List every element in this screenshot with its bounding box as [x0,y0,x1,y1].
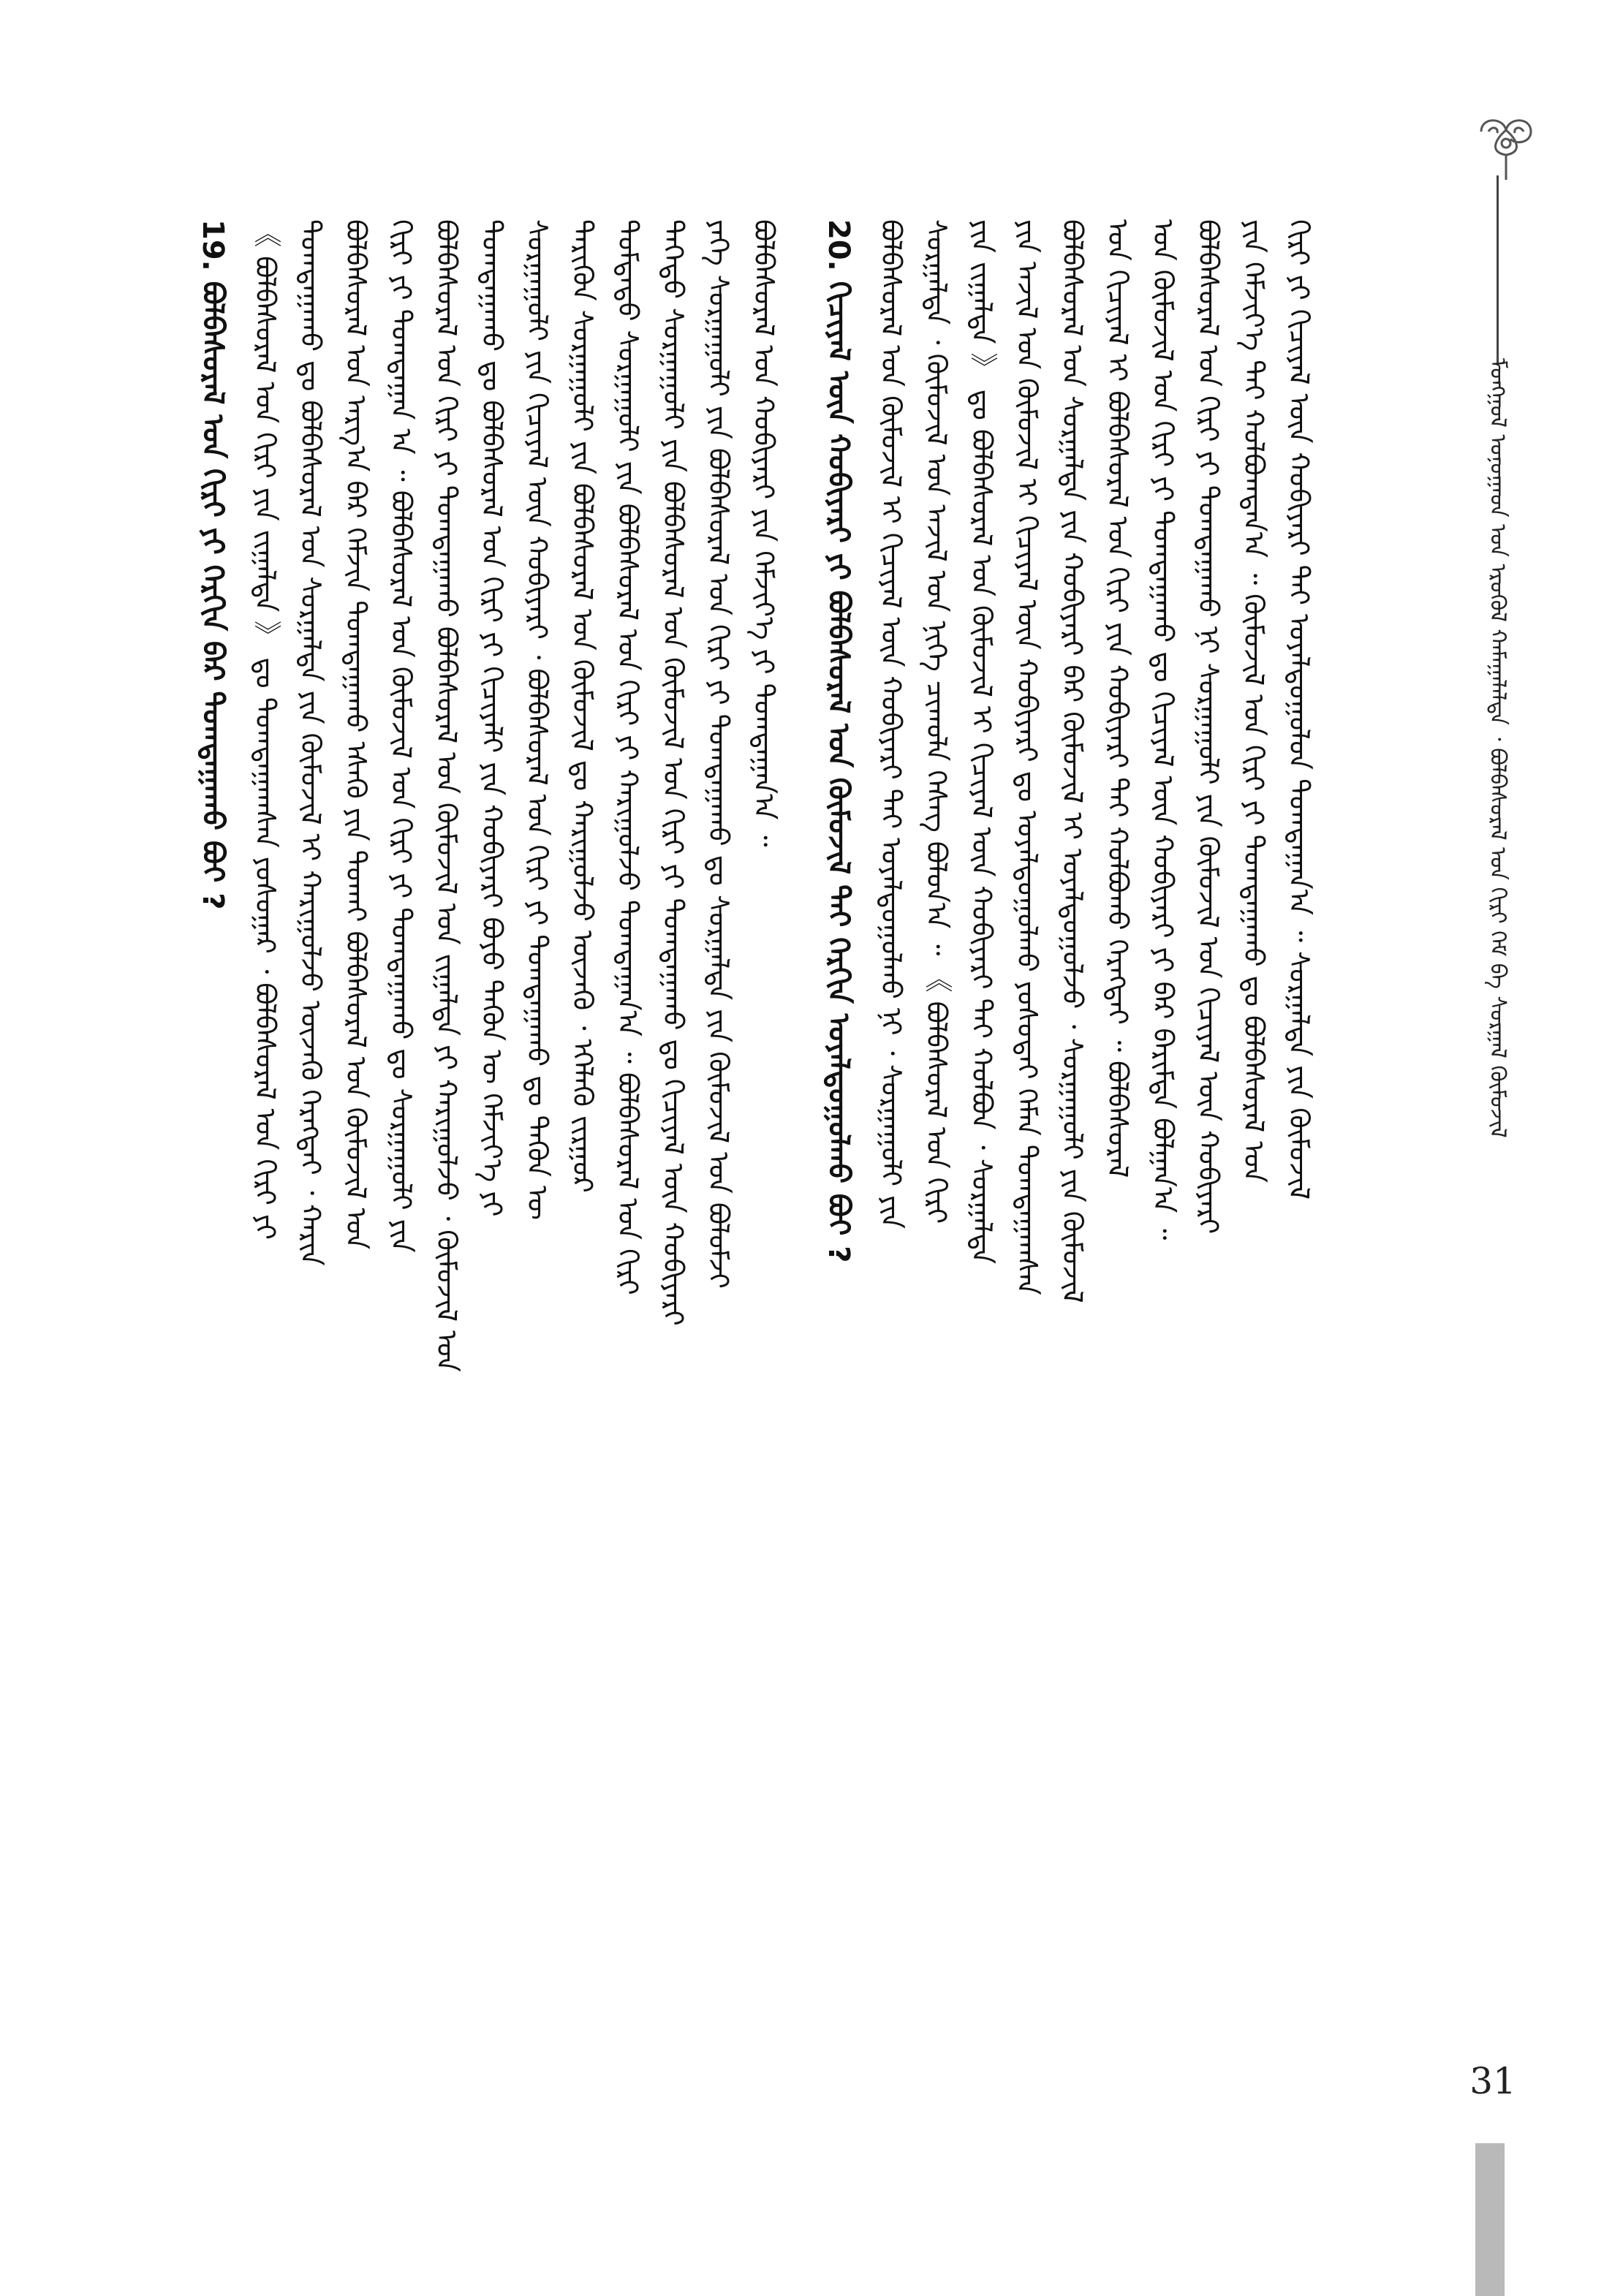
running-header: ᠮᠣᠩᠭᠣᠯ ᠤᠨᠤᠭᠠᠳ ᠤᠨ ᠡᠷᠦᠭᠦᠯ ᠬᠠᠮᠠᠭᠠᠯᠠᠯᠲᠠ ᠂ ᠪᠣᠯᠪᠠᠰᠤᠷᠠᠯ ᠤᠨ ᠬᠢᠷᠢ ᠬᠡᠮ ᠪᠠ ᠰᠤᠷᠭᠠᠯ ᠬᠦᠮᠦᠵᠢᠯ [1485,358,1510,1138]
text-column: ᠶᠢᠨ ᠠᠵᠢᠯ ᠤᠨ ᠬᠦᠮᠦᠵᠢᠯ ᠢ ᠬᠢᠴᠢᠶᠡᠯ ᠦᠨ ᠬᠤᠪᠢᠶᠠᠷᠢ ᠳᠤ ᠤᠶᠠᠯᠳᠤᠭᠤᠯᠬᠤ ᠶᠣᠰᠣᠲᠠᠢ ᠬᠡᠮᠡᠨ ᠲᠣᠭᠲᠠᠭᠠᠭᠰᠠᠨ [1011,219,1043,1295]
page-number: 31 [1469,2060,1516,2102]
text-column: ᠶᠡᠬᠡ ᠰᠤᠷᠭᠠᠭᠤᠯᠢ ᠶᠢᠨ ᠪᠣᠯᠪᠠᠰᠤᠷᠠᠯ ᠤᠨ ᠬᠢᠷᠢ ᠶᠢ ᠲᠣᠭᠲᠠᠭᠠᠬᠤ ᠳᠤ ᠰᠤᠷᠭᠠᠯᠲᠠ ᠶᠢᠨ ᠬᠦᠮᠦᠵᠢᠯ ᠤᠨ ᠪᠣᠯᠤᠮᠵᠢ [703,219,735,1289]
text-column: ᠪᠣᠯᠪᠠᠰᠤᠷᠠᠯ ᠤᠨ ᠠᠷᠭ᠎ᠠ ᠪᠠᠷ ᠬᠡᠮᠵᠢᠨ ᠲᠣᠭᠲᠠᠭᠠᠬᠤ ᠡᠰᠡᠬᠦ ᠶᠢᠨ ᠲᠤᠬᠠᠢ ᠪᠣᠯᠪᠠᠰᠤᠷᠠᠯ ᠤᠨ ᠬᠦᠮᠦᠵᠢᠯ ᠤᠨ [340,219,372,1250]
text-column: ᠲᠡᠷᠢᠭᠦᠨ ᠰᠤᠷᠭᠠᠭᠤᠯᠢ ᠶᠢᠨ ᠪᠣᠯᠪᠠᠰᠤᠷᠠᠯ ᠤᠨ ᠬᠦᠮᠦᠵᠢᠯ ᠳᠤ ᠬᠠᠷᠢᠭᠤᠯᠵᠤ ᠦᠵᠡᠬᠦ ᠂ ᠡᠬᠡᠯᠡᠬᠦ ᠵᠢᠷᠭᠤᠷ [567,219,599,1193]
section-heading: 19. ᠪᠣᠯᠪᠠᠰᠤᠷᠠᠯ ᠤᠨ ᠬᠢᠷᠢ ᠶᠢ ᠬᠡᠷᠬᠢᠨ ᠪᠠᠷ ᠲᠣᠭᠲᠠᠭᠠᠬᠤ ᠪᠤᠢ ? [196,219,230,910]
text-column: ᠳᠤᠮᠳᠠᠳᠤ ᠰᠤᠷᠭᠠᠭᠤᠯᠢ ᠶᠢᠨ ᠪᠣᠯᠪᠠᠰᠤᠷᠠᠯ ᠤᠨ ᠬᠢᠷᠢ ᠶᠢ ᠬᠠᠷᠢᠭᠤᠯᠵᠤ ᠲᠣᠭᠲᠠᠭᠠᠨ᠎ᠠ ᠃ ᠪᠣᠯᠪᠠᠰᠤᠷᠠᠯ ᠤᠨ ᠬᠢᠷᠢ [612,219,644,1295]
text-column: 《 ᠪᠣᠯᠪᠠᠰᠤᠷᠠᠯ ᠤᠨ ᠬᠢᠷᠢ ᠶᠢᠨ ᠵᠢᠭᠠᠯᠲᠠ 》 ᠳᠤ ᠲᠣᠭᠲᠠᠭᠠᠭᠰᠠᠨ ᠶᠣᠰᠣᠭᠠᠷ ᠂ ᠪᠣᠯᠪᠠᠰᠤᠷᠠᠯ ᠤᠨ ᠬᠢᠷᠢ ᠶᠢ [249,219,281,1240]
text-column: ᠪᠣᠯᠪᠠᠰᠤᠷᠠᠯ ᠤᠨ ᠬᠦᠮᠦᠵᠢᠯ ᠢ ᠬᠢᠴᠢᠶᠡᠯ ᠦᠨ ᠬᠤᠪᠢᠶᠠᠷᠢ ᠲᠠᠢ ᠤᠶᠠᠯᠳᠤᠭᠤᠯᠬᠤ ᠨᠢ ᠂ ᠰᠤᠷᠭᠠᠭᠤᠯᠢ ᠶᠢᠨ [875,219,907,1230]
text-column: ᠤᠨ ᠬᠢᠴᠢᠶᠡᠯ ᠢ ᠪᠣᠯᠪᠠᠰᠤᠷᠠᠯ ᠤᠨ ᠬᠢᠷᠢ ᠶᠢᠨ ᠬᠤᠪᠢᠶᠠᠷᠢ ᠲᠠᠢ ᠬᠣᠯᠪᠣᠬᠤ ᠬᠡᠷᠡᠭᠲᠡᠢ ᠃ ᠪᠣᠯᠪᠠᠰᠤᠷᠠᠯ [1102,219,1134,1178]
page-edge-tab [1475,2143,1505,2296]
text-column: ᠰᠤᠷᠭᠠᠭᠤᠯᠢ ᠶᠢᠨ ᠬᠢᠴᠢᠶᠡᠯ ᠦᠨ ᠬᠤᠪᠢᠶᠠᠷᠢ ᠂ ᠪᠣᠯᠪᠠᠰᠤᠷᠠᠯ ᠤᠨ ᠬᠢᠷᠢ ᠶᠢ ᠲᠣᠭᠲᠠᠭᠠᠬᠤ ᠳᠤ ᠲᠡᠭᠦᠨ ᠦ [521,219,553,1220]
text-column: ᠪᠣᠯᠪᠠᠰᠤᠷᠠᠯ ᠤᠨ ᠰᠤᠷᠭᠠᠯᠲᠠ ᠶᠢᠨ ᠬᠤᠪᠢᠶᠠᠷᠢ ᠪᠠᠷ ᠬᠦᠮᠦᠵᠢᠯ ᠢ ᠤᠶᠠᠯᠳᠤᠭᠤᠯᠵᠤ ᠂ ᠰᠤᠷᠭᠠᠭᠤᠯᠢ ᠶᠢᠨ ᠬᠦᠮᠦᠵᠢᠯ [1056,219,1089,1303]
text-column: ᠲᠣᠭᠲᠠᠭᠠᠬᠤ ᠳᠤ ᠪᠣᠯᠪᠠᠰᠤᠷᠠᠯ ᠤᠨ ᠰᠤᠷᠭᠠᠯᠲᠠ ᠶᠢᠨ ᠬᠦᠮᠦᠵᠢᠯ ᠢ ᠬᠠᠷᠢᠭᠤᠯᠵᠤ ᠦᠵᠡᠬᠦ ᠬᠡᠷᠡᠭᠲᠡᠢ ᠂ ᠬᠠᠷᠢᠨ [295,219,327,1266]
text-column: ᠤᠨ ᠬᠦᠮᠦᠵᠢᠯ ᠤᠨ ᠬᠢᠷᠢ ᠶᠢ ᠲᠣᠭᠲᠠᠭᠠᠬᠤ ᠳᠤ ᠬᠢᠴᠢᠶᠡᠯ ᠦᠨ ᠬᠤᠪᠢᠶᠠᠷᠢ ᠶᠢ ᠪᠡᠷ ᠪᠠᠷᠢᠮᠲᠠ ᠪᠣᠯᠭᠠᠨ᠎ᠠ ᠃ [1147,219,1179,1240]
text-column: ᠪᠣᠯᠪᠠᠰᠤᠷᠠᠯ ᠤᠨ ᠬᠤᠪᠢᠶᠠᠷᠢ ᠶᠢᠨ ᠬᠡᠮᠵᠢᠶ᠎ᠡ ᠶᠢ ᠲᠣᠭᠲᠠᠭᠠᠨ᠎ᠠ ᠃ [748,219,780,847]
text-column: ᠲᠣᠭᠲᠠᠭᠠᠬᠤ ᠳᠤ ᠪᠣᠯᠪᠠᠰᠤᠷᠠᠯ ᠤᠨ ᠬᠢᠷᠢ ᠶᠢ ᠬᠢᠴᠢᠶᠡᠯᠢ ᠶᠢᠨ ᠬᠤᠪᠢᠶᠠᠷᠢ ᠪᠤᠶᠤ ᠲᠡᠭᠦᠨ ᠦ ᠬᠡᠮᠵᠢᠶ᠎ᠡ ᠶᠢ [476,219,508,1217]
text-column: ᠳᠡᠭᠡᠳᠦ ᠰᠤᠷᠭᠠᠭᠤᠯᠢ ᠶᠢᠨ ᠪᠣᠯᠪᠠᠰᠤᠷᠠᠯ ᠤᠨ ᠬᠦᠮᠦᠵᠢᠯ ᠤᠨ ᠬᠢᠷᠢ ᠶᠢ ᠲᠣᠭᠲᠠᠭᠠᠬᠤ ᠳᠤ ᠬᠢᠴᠢᠶᠡᠯ ᠦᠨ ᠬᠤᠪᠢᠶᠠᠷᠢ [657,219,689,1326]
header-rule [1497,175,1499,365]
text-column: ᠰᠤᠷᠭᠠᠯᠲᠠ ᠂ ᠬᠦᠮᠦᠵᠢᠯ ᠤᠨ ᠠᠵᠢᠯ ᠤᠨ ᠨᠢᠭᠡ ᠴᠢᠬᠤᠯᠠ ᠬᠡᠰᠡᠭ ᠪᠣᠯᠤᠨ᠎ᠠ ᠃ 《 ᠪᠣᠯᠪᠠᠰᠤᠷᠠᠯ ᠤᠨ ᠬᠢᠷᠢ [920,219,953,1224]
text-column: ᠶᠢᠨ ᠬᠡᠮᠵᠢᠶ᠎ᠡ ᠲᠠᠢ ᠬᠣᠯᠪᠣᠭᠳᠠᠨ᠎ᠠ ᠃ ᠬᠦᠮᠦᠵᠢᠯ ᠤᠨ ᠬᠢᠷᠢ ᠶᠢ ᠲᠣᠭᠲᠠᠭᠠᠬᠤ ᠳᠤ ᠪᠣᠯᠪᠠᠰᠤᠷᠠᠯ ᠤᠨ [1238,219,1270,1183]
text-column: ᠶᠢᠨ ᠵᠢᠭᠠᠯᠲᠠ 》 ᠳᠤ ᠪᠣᠯᠪᠠᠰᠤᠷᠠᠯ ᠤᠨ ᠬᠦᠮᠦᠵᠢᠯ ᠢ ᠬᠢᠴᠢᠶᠡᠯ ᠦᠨ ᠬᠤᠪᠢᠶᠠᠷᠢ ᠲᠠᠢ ᠬᠣᠯᠪᠣᠨ ᠂ ᠰᠤᠷᠭᠠᠯᠲᠠ [966,219,998,1265]
text-column: ᠪᠣᠯᠪᠠᠰᠤᠷᠠᠯ ᠤᠨ ᠬᠢᠷᠢ ᠶᠢ ᠲᠣᠭᠲᠠᠭᠠᠬᠤ ᠪᠣᠯᠪᠠᠰᠤᠷᠠᠯ ᠤᠨ ᠬᠦᠮᠦᠵᠢᠯ ᠤᠨ ᠵᠢᠭᠠᠯᠲᠠ ᠶᠢ ᠬᠠᠷᠢᠭᠤᠯᠵᠤ ᠂ ᠬᠦᠮᠦᠵᠢᠯ ᠤᠨ [431,219,463,1372]
section-heading: 20. ᠬᠢᠴᠢᠶᠡᠯ ᠦᠨ ᠬᠤᠪᠢᠶᠠᠷᠢ ᠶᠢ ᠪᠣᠯᠪᠠᠰᠤᠷᠠᠯ ᠤᠨ ᠬᠦᠮᠦᠵᠢᠯ ᠲᠡᠢ ᠬᠡᠷᠬᠢᠨ ᠤᠶᠠᠯᠳᠤᠭᠤᠯᠬᠤ ᠪᠤᠢ ? [822,219,855,1263]
header-ornament [1467,110,1546,183]
text-column: ᠪᠣᠯᠪᠠᠰᠤᠷᠠᠯ ᠤᠨ ᠬᠢᠷᠢ ᠶᠢ ᠲᠣᠭᠲᠠᠭᠠᠬᠤ ᠨᠢ ᠰᠤᠷᠭᠠᠭᠤᠯᠢ ᠶᠢᠨ ᠬᠦᠮᠦᠵᠢᠯ ᠤᠨ ᠬᠢᠴᠢᠶᠡᠯ ᠦᠨ ᠬᠤᠪᠢᠶᠠᠷᠢ [1192,219,1225,1235]
text-column: ᠬᠢᠷᠢ ᠶᠢ ᠬᠢᠴᠢᠶᠡᠯ ᠦᠨ ᠬᠤᠪᠢᠶᠠᠷᠢ ᠲᠠᠢ ᠤᠶᠠᠯᠳᠤᠭᠤᠯᠤᠨ ᠲᠣᠭᠲᠠᠭᠠᠨ᠎ᠠ ᠃ ᠰᠤᠷᠭᠠᠯᠲᠠ ᠶᠢᠨ ᠬᠦᠮᠦᠵᠢᠯ [1283,219,1315,1200]
text-column: ᠬᠢᠷᠢ ᠶᠢ ᠲᠣᠭᠲᠠᠭᠠᠨ ᠠ ᠃ ᠪᠣᠯᠪᠠᠰᠤᠷᠠᠯ ᠤᠨ ᠬᠦᠮᠦᠵᠢᠯ ᠤᠨ ᠬᠢᠷᠢ ᠶᠢ ᠲᠣᠭᠲᠠᠭᠠᠬᠤ ᠳᠤ ᠰᠤᠷᠭᠠᠭᠤᠯᠢ ᠶᠢᠨ [385,219,417,1253]
